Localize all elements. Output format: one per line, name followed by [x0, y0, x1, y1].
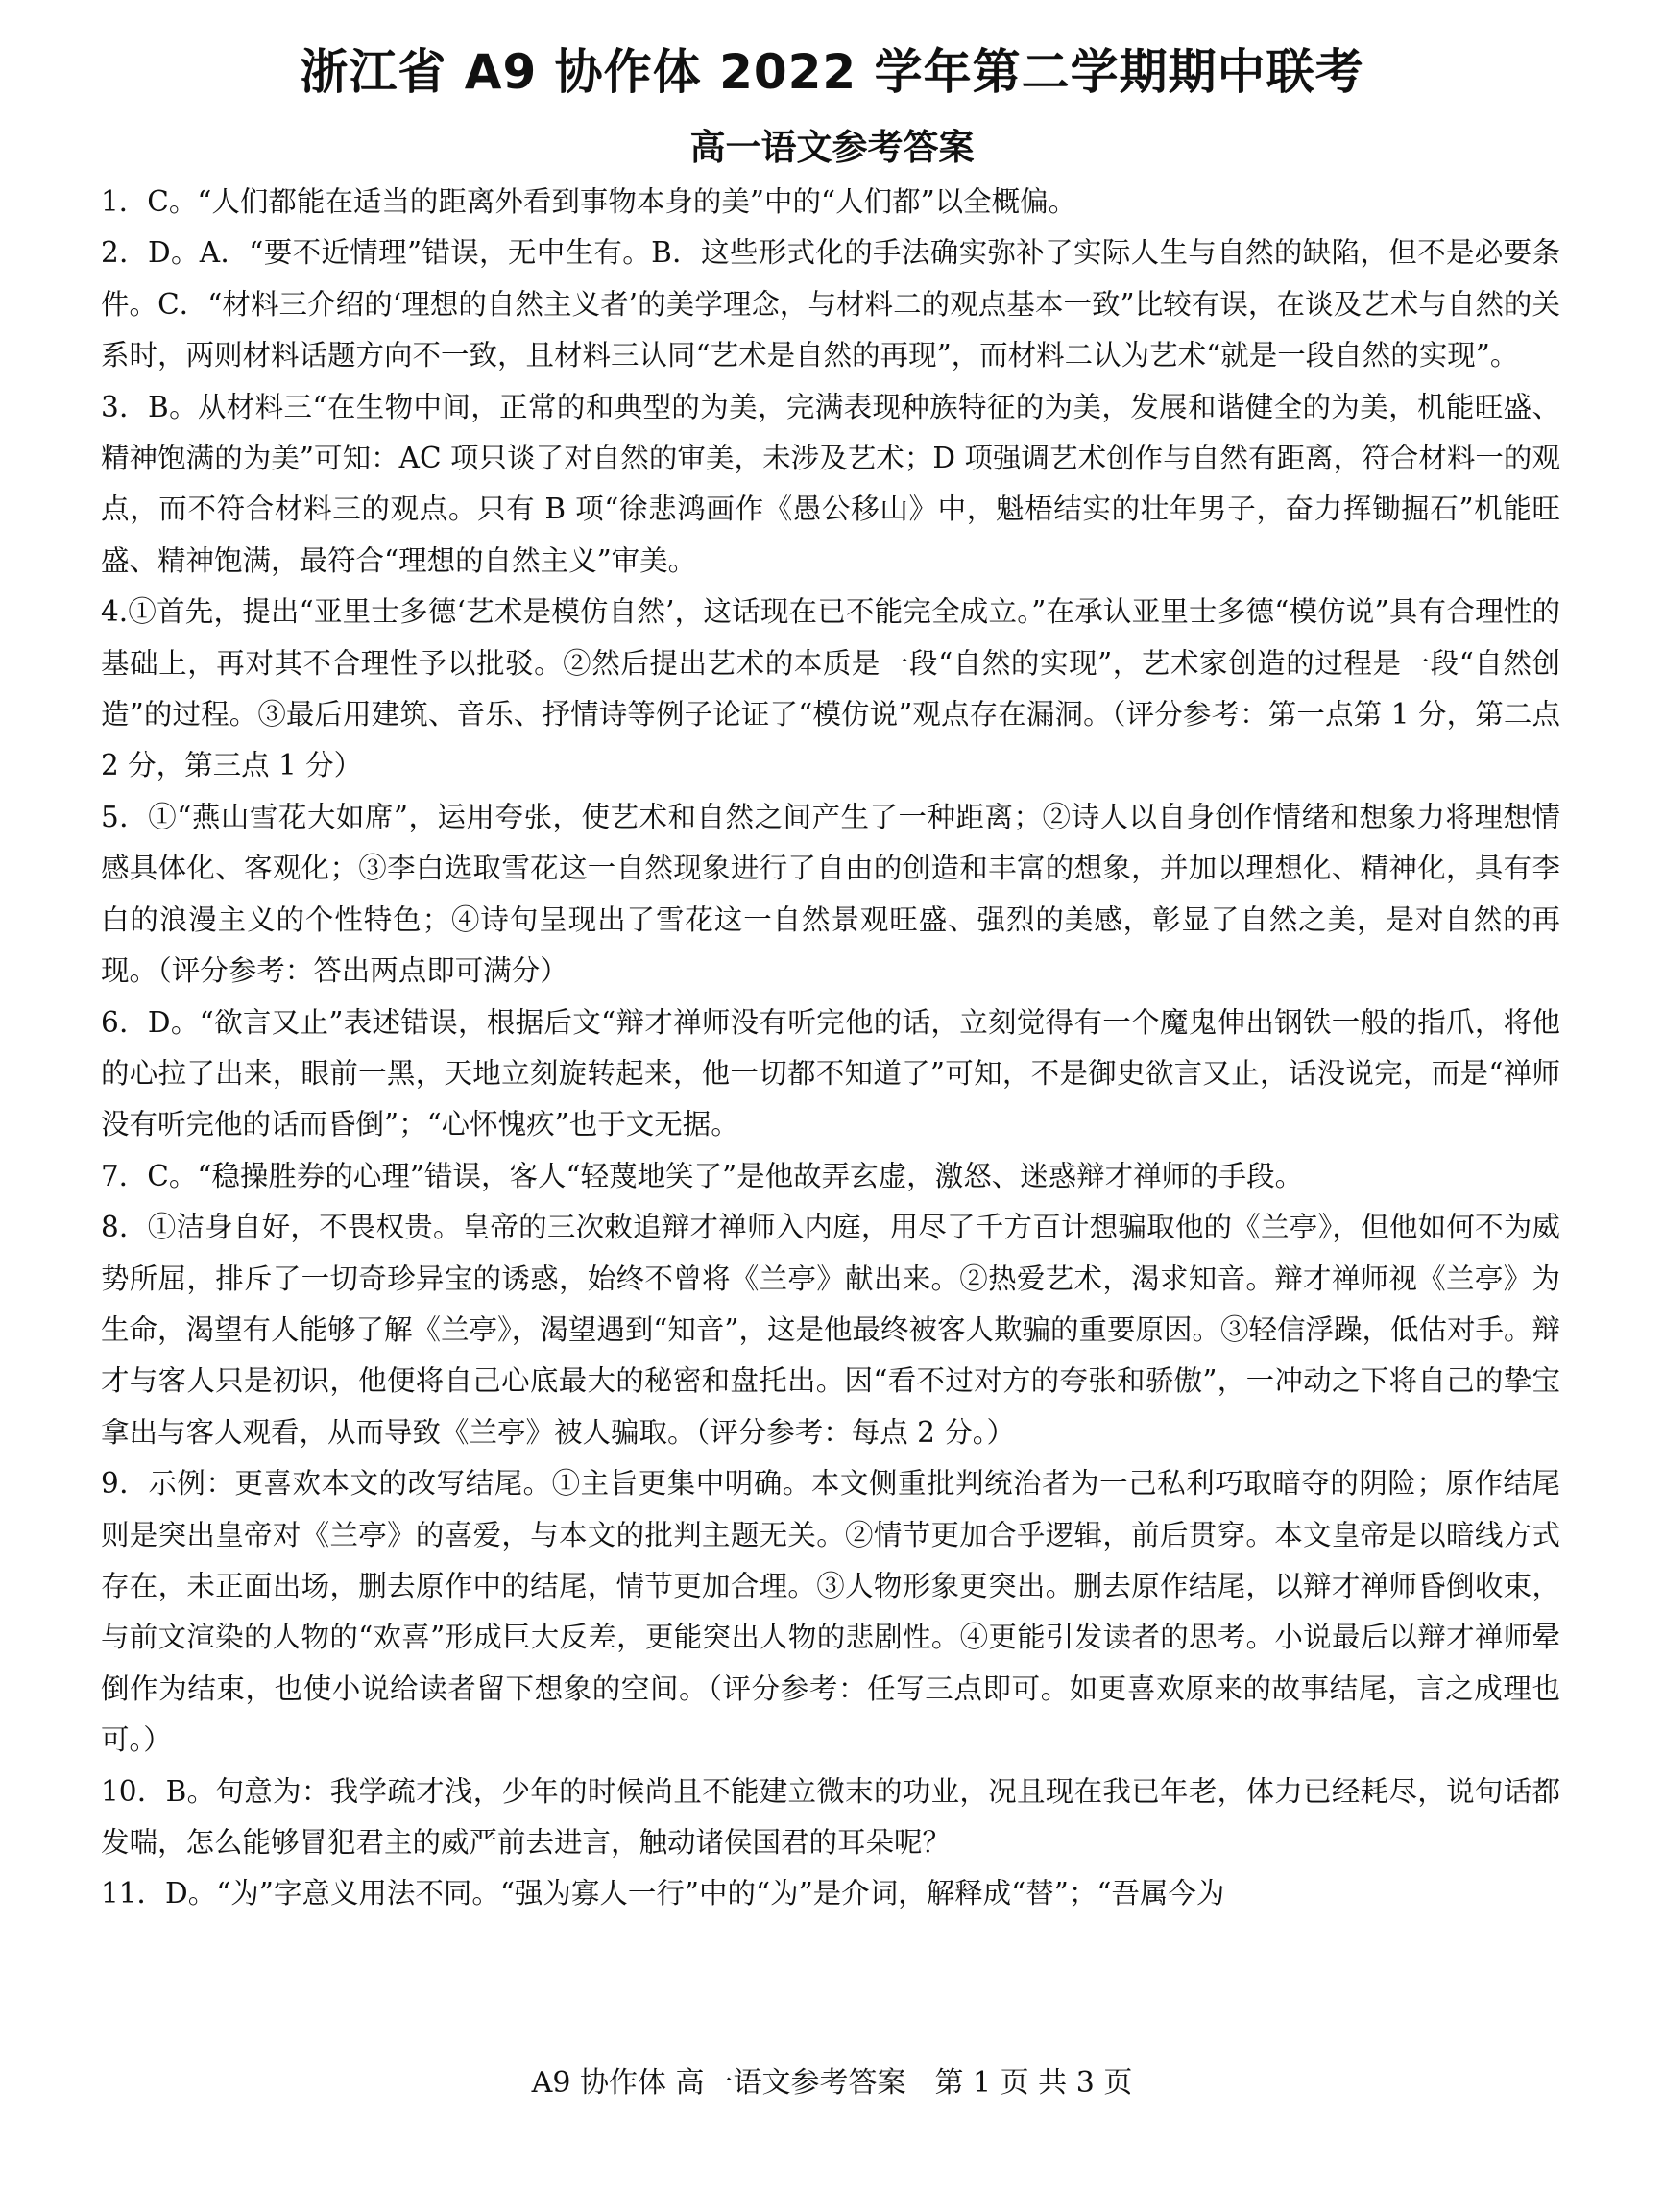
answer-7: 7．C。“稳操胜券的心理”错误，客人“轻蔑地笑了”是他故弄玄虚，激怒、迷惑辩才禅师的手段。	[101, 1159, 1304, 1192]
answer-8: 8．①洁身自好，不畏权贵。皇帝的三次敕追辩才禅师入内庭，用尽了千方百计想骗取他的《兰亭》，但他如何不为威势所屈，排斥了一切奇珍异宝的诱惑，始终不曾将《兰亭》献出来。②热爱艺术，渴求知音。辩才禅师视《兰亭》为生命，渴望有人能够了解《兰亭》，渴望遇到“知音”，这是他最终被客人欺骗的重要原因。③轻信浮躁，低估对手。辩才与客人只是初识，他便将自己心底最大的秘密和盘托出。因“看不过对方的夸张和骄傲”，一冲动之下将自己的挚宝拿出与客人观看，从而导致《兰亭》被人骗取。（评分参考：每点 2 分。）	[101, 1211, 1560, 1449]
answer-6: 6．D。“欲言又止”表述错误，根据后文“辩才禅师没有听完他的话，立刻觉得有一个魔鬼伸出钢铁一般的指爪，将他的心拉了出来，眼前一黑，天地立刻旋转起来，他一切都不知道了”可知，不是御史欲言又止，话没说完，而是“禅师没有听完他的话而昏倒”；“心怀愧疚”也于文无据。	[101, 1005, 1560, 1142]
answer-1: 1．C。“人们都能在适当的距离外看到事物本身的美”中的“人们都”以全概偏。	[101, 185, 1077, 218]
answer-list	[101, 177, 1560, 1920]
answer-11: 11．D。“为”字意义用法不同。“强为寡人一行”中的“为”是介词，解释成“替”；“吾属今为	[101, 1877, 1225, 1911]
answer-5: 5．①“燕山雪花大如席”，运用夸张，使艺术和自然之间产生了一种距离；②诗人以自身创作情绪和想象力将理想情感具体化、客观化；③李白选取雪花这一自然现象进行了自由的创造和丰富的想象，并加以理想化、精神化，具有李白的浪漫主义的个性特色；④诗句呈现出了雪花这一自然景观旺盛、强烈的美感，彰显了自然之美，是对自然的再现。（评分参考：答出两点即可满分）	[101, 800, 1560, 988]
document-subtitle: 高一语文参考答案	[689, 127, 975, 168]
page-footer: A9 协作体 高一语文参考答案 第 1 页 共 3 页	[531, 2066, 1133, 2100]
answer-3: 3．B。从材料三“在生物中间，正常的和典型的为美，完满表现种族特征的为美，发展和谐健全的为美，机能旺盛、精神饱满的为美”可知：AC 项只谈了对自然的审美，未涉及艺术；D 项强调艺术创作与自然有距离，符合材料一的观点，而不符合材料三的观点。只有 B 项“徐悲鸿画作《愚公移山》中，魁梧结实的壮年男子，奋力挥锄掘石”机能旺盛、精神饱满，最符合“理想的自然主义”审美。	[101, 390, 1560, 577]
answer-2: 2．D。A．“要不近情理”错误，无中生有。B．这些形式化的手法确实弥补了实际人生与自然的缺陷，但不是必要条件。C．“材料三介绍的‘理想的自然主义者’的美学理念，与材料二的观点基本一致”比较有误，在谈及艺术与自然的关系时，两则材料话题方向不一致，且材料三认同“艺术是自然的再现”，而材料二认为艺术“就是一段自然的实现”。	[101, 236, 1560, 373]
answer-9: 9．示例：更喜欢本文的改写结尾。①主旨更集中明确。本文侧重批判统治者为一己私利巧取暗夺的阴险；原作结尾则是突出皇帝对《兰亭》的喜爱，与本文的批判主题无关。②情节更加合乎逻辑，前后贯穿。本文皇帝是以暗线方式存在，未正面出场，删去原作中的结尾，情节更加合理。③人物形象更突出。删去原作结尾，以辩才禅师昏倒收束，与前文渲染的人物的“欢喜”形成巨大反差，更能突出人物的悲剧性。④更能引发读者的思考。小说最后以辩才禅师晕倒作为结束，也使小说给读者留下想象的空间。（评分参考：任写三点即可。如更喜欢原来的故事结尾，言之成理也可。）	[101, 1467, 1560, 1757]
document-title: 浙江省 A9 协作体 2022 学年第二学期期中联考	[300, 44, 1364, 100]
answer-10: 10．B。句意为：我学疏才浅，少年的时候尚且不能建立微末的功业，况且现在我已年老，体力已经耗尽，说句话都发喘，怎么能够冒犯君主的威严前去进言，触动诸侯国君的耳朵呢？	[101, 1774, 1560, 1859]
answer-4: 4.①首先，提出“亚里士多德‘艺术是模仿自然’，这话现在已不能完全成立。”在承认亚里士多德“模仿说”具有合理性的基础上，再对其不合理性予以批驳。②然后提出艺术的本质是一段“自然的实现”，艺术家创造的过程是一段“自然创造”的过程。③最后用建筑、音乐、抒情诗等例子论证了“模仿说”观点存在漏洞。（评分参考：第一点第 1 分，第二点 2 分，第三点 1 分）	[101, 595, 1560, 782]
